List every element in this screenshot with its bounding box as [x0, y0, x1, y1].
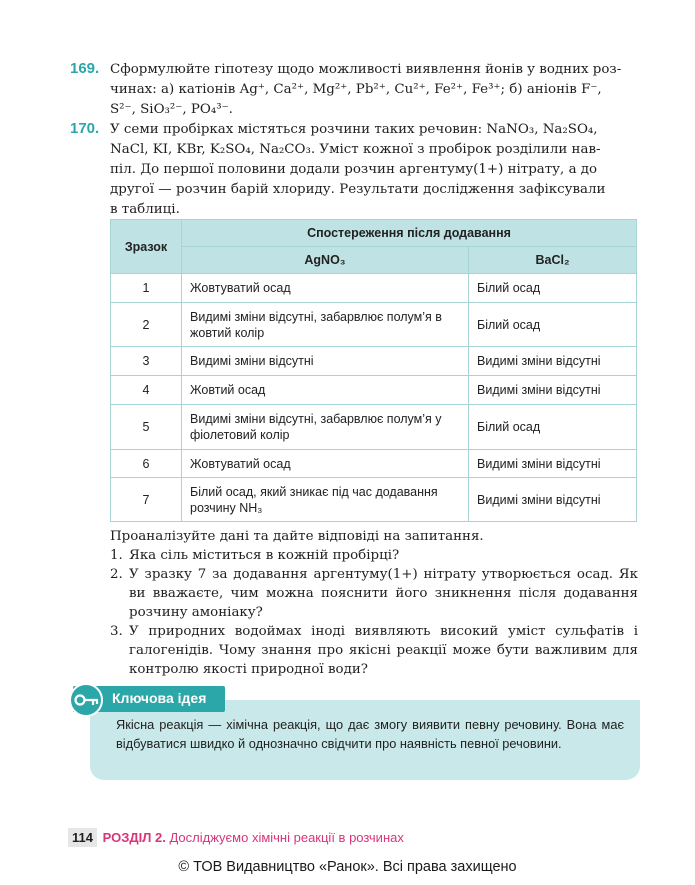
observations-table	[110, 219, 637, 522]
task-number: 169.	[70, 60, 100, 77]
header-agno3: AgNO₃	[182, 247, 469, 274]
task-number: 170.	[70, 120, 100, 137]
page-footer	[68, 830, 404, 845]
cell-agno3: Білий осад, який зникає під час додавання розчину NH₃	[182, 478, 469, 522]
question-1	[110, 546, 638, 565]
question-text: У зразку 7 за додавання аргентуму(1+) нітрату утворюється осад. Як ви вважаєте, чим можна пояснити його зникнення після додавання розчину амоніаку?	[129, 567, 638, 620]
cell-agno3: Видимі зміни відсутні, забарвлює полум’я у фіолетовий колір	[182, 405, 469, 450]
cell-sample: 4	[111, 376, 182, 405]
header-observations: Спостереження після додавання	[182, 220, 637, 247]
cell-sample: 6	[111, 450, 182, 478]
table-row	[111, 478, 637, 522]
task-170	[70, 120, 640, 220]
cell-bacl2: Білий осад	[469, 303, 637, 347]
table-row	[111, 274, 637, 303]
task-line: S²⁻, SiO₃²⁻, PO₄³⁻.	[110, 102, 233, 117]
cell-bacl2: Видимі зміни відсутні	[469, 376, 637, 405]
question-text: Яка сіль міститься в кожній пробірці?	[129, 548, 400, 563]
question-text: У природних водоймах іноді виявляють високий уміст сульфатів і галогенідів. Чому знання про якісні реакції може бути важливим для контролю якості природної води?	[129, 624, 638, 677]
cell-bacl2: Видимі зміни відсутні	[469, 478, 637, 522]
question-2	[110, 565, 638, 622]
cell-bacl2: Білий осад	[469, 274, 637, 303]
cell-agno3: Жовтуватий осад	[182, 274, 469, 303]
copyright-notice: © ТОВ Видавництво «Ранок». Всі права захищено	[178, 859, 517, 875]
question-number: 1.	[110, 548, 123, 563]
page-number: 114	[68, 828, 97, 847]
header-sample: Зразок	[111, 220, 182, 274]
cell-bacl2: Білий осад	[469, 405, 637, 450]
header-bacl2: BaCl₂	[469, 247, 637, 274]
question-3	[110, 622, 638, 679]
questions-intro: Проаналізуйте дані та дайте відповіді на запитання.	[110, 529, 484, 544]
cell-bacl2: Видимі зміни відсутні	[469, 347, 637, 376]
question-number: 2.	[110, 567, 123, 582]
cell-sample: 1	[111, 274, 182, 303]
key-idea-text: Якісна реакція — хімічна реакція, що дає змогу виявити певну речовину. Вона має відбуватися швидко й однозначно свідчити про наявність певної речовини.	[116, 717, 624, 751]
task-line: NaCl, KI, KBr, K₂SO₄, Na₂CO₃. Уміст кожної з пробірок розділили нав-	[110, 142, 601, 157]
cell-agno3: Жовтуватий осад	[182, 450, 469, 478]
cell-sample: 2	[111, 303, 182, 347]
task-line: піл. До першої половини додали розчин аргентуму(1+) нітрату, а до	[110, 162, 598, 177]
questions	[110, 527, 638, 679]
cell-sample: 5	[111, 405, 182, 450]
table-row	[111, 405, 637, 450]
task-169	[70, 60, 640, 120]
task-line: Сформулюйте гіпотезу щодо можливості виявлення йонів у водних роз-	[110, 62, 622, 77]
cell-agno3: Видимі зміни відсутні, забарвлює полум’я в жовтий колір	[182, 303, 469, 347]
cell-agno3: Жовтий осад	[182, 376, 469, 405]
table-row	[111, 303, 637, 347]
task-line: другої — розчин барій хлориду. Результати дослідження зафіксували	[110, 182, 606, 197]
section-title: Досліджуємо хімічні реакції в розчинах	[169, 830, 404, 845]
cell-sample: 7	[111, 478, 182, 522]
cell-agno3: Видимі зміни відсутні	[182, 347, 469, 376]
table-row	[111, 376, 637, 405]
key-icon	[69, 683, 103, 717]
task-text	[110, 120, 640, 220]
task-text	[110, 60, 640, 120]
section-label: РОЗДІЛ 2.	[102, 830, 166, 845]
table-row	[111, 450, 637, 478]
task-line: в таблиці.	[110, 202, 180, 217]
cell-sample: 3	[111, 347, 182, 376]
question-number: 3.	[110, 624, 123, 639]
cell-bacl2: Видимі зміни відсутні	[469, 450, 637, 478]
task-line: чинах: а) катіонів Ag⁺, Ca²⁺, Mg²⁺, Pb²⁺, Cu²⁺, Fe²⁺, Fe³⁺; б) аніонів F⁻,	[110, 82, 602, 97]
task-line: У семи пробірках містяться розчини таких речовин: NaNO₃, Na₂SO₄,	[110, 122, 598, 137]
table-row	[111, 347, 637, 376]
key-idea-title: Ключова ідея	[112, 690, 207, 706]
